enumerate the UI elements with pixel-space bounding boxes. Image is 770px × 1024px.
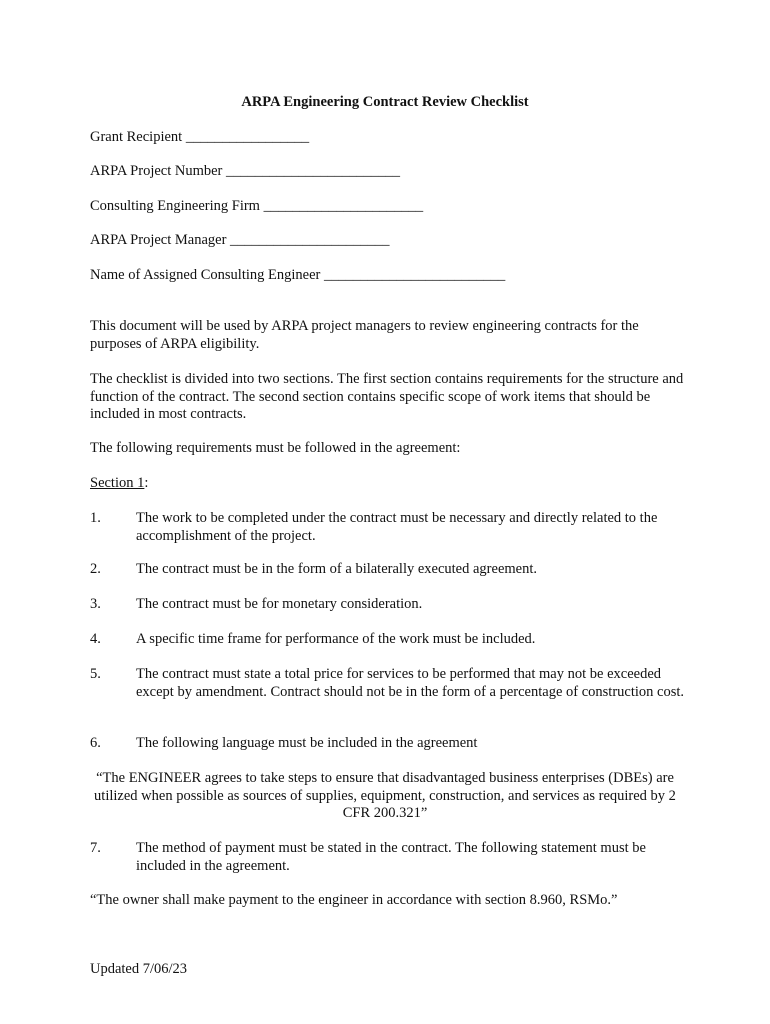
dbe-quote: “The ENGINEER agrees to take steps to ensure that disadvantaged business enterprises (DBEs) are utilized when possible as sources of supplies, equipment, construction, and services as required by 2 CFR 200.321”: [94, 770, 676, 821]
field-grant-recipient: [90, 129, 309, 147]
field-assigned-consulting-engineer: [90, 267, 505, 285]
checklist-item: [90, 735, 690, 753]
field-arpa-project-manager: [90, 232, 390, 250]
item-text: The method of payment must be stated in the contract. The following statement must be included in the agreement.: [136, 840, 646, 874]
item-text: A specific time frame for performance of the work must be included.: [136, 631, 536, 647]
payment-quote: “The owner shall make payment to the engineer in accordance with section 8.960, RSMo.”: [90, 892, 618, 908]
document-title: ARPA Engineering Contract Review Checklist: [241, 94, 529, 110]
item-number: 3.: [90, 596, 101, 612]
checklist-item: [90, 596, 690, 614]
checklist-item: [90, 840, 690, 876]
field-label: Grant Recipient: [90, 129, 183, 145]
item-number: 6.: [90, 735, 101, 751]
section-1-heading: [90, 475, 148, 493]
checklist-item: [90, 510, 690, 546]
field-label: ARPA Project Manager: [90, 232, 227, 248]
item-text: The contract must state a total price for services to be performed that may not be exceeded except by amendment. Contract should not be in the form of a percentage of construction cost.: [136, 666, 685, 700]
field-consulting-engineering-firm: [90, 198, 423, 216]
footer-updated-date: Updated 7/06/23: [90, 961, 188, 977]
field-blank: ______________________: [230, 232, 390, 248]
field-blank: _________________: [185, 129, 310, 145]
section-1-heading-suffix: :: [144, 475, 149, 491]
field-blank: _________________________: [323, 267, 506, 283]
item-number: 4.: [90, 631, 101, 647]
item-number: 7.: [90, 840, 101, 856]
section-1-heading-text: Section 1: [90, 475, 145, 491]
field-arpa-project-number: [90, 163, 400, 181]
checklist-item: [90, 631, 690, 649]
intro-paragraph-sections: The checklist is divided into two sections. The first section contains requirements for the structure and function of the contract. The second section contains specific scope of work items that should be included in most contracts.: [90, 371, 684, 422]
field-blank: ______________________: [263, 198, 424, 214]
intro-paragraph-requirements: The following requirements must be followed in the agreement:: [90, 440, 461, 456]
field-label: Consulting Engineering Firm: [90, 198, 260, 214]
item-number: 5.: [90, 666, 101, 682]
field-label: Name of Assigned Consulting Engineer: [90, 267, 321, 283]
item-number: 1.: [90, 510, 101, 526]
item-number: 2.: [90, 561, 101, 577]
checklist-item: [90, 666, 690, 720]
item-text: The contract must be in the form of a bilaterally executed agreement.: [136, 561, 537, 577]
field-blank: ________________________: [226, 163, 401, 179]
item-text: The work to be completed under the contract must be necessary and directly related to the accomplishment of the project.: [136, 510, 658, 544]
item-text: The following language must be included in the agreement: [136, 735, 478, 751]
intro-paragraph-purpose: This document will be used by ARPA project managers to review engineering contracts for the purposes of ARPA eligibility.: [90, 318, 639, 352]
item-text: The contract must be for monetary consideration.: [136, 596, 423, 612]
checklist-item: [90, 561, 690, 579]
field-label: ARPA Project Number: [90, 163, 223, 179]
